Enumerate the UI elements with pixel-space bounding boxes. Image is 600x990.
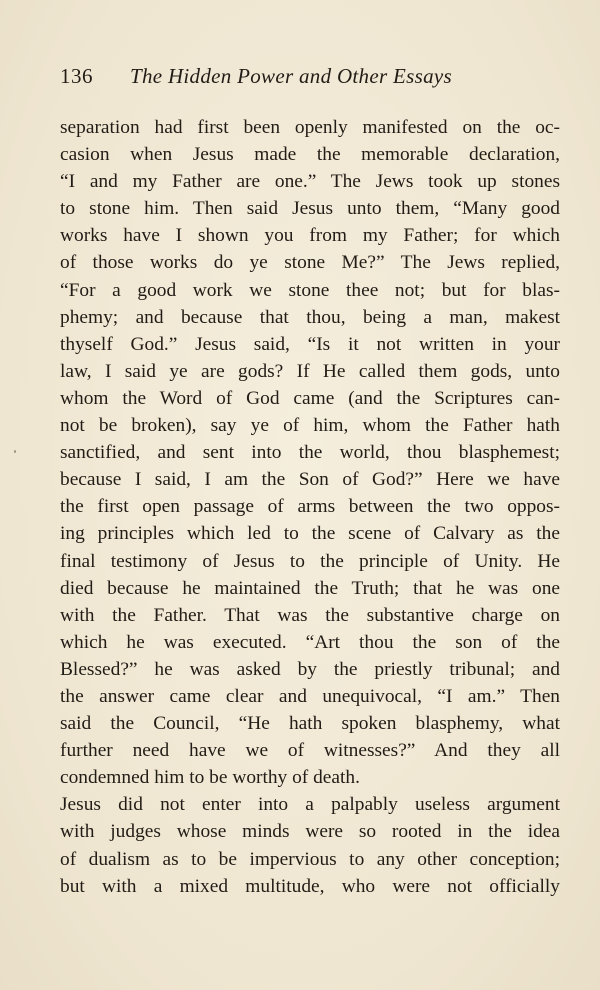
- text-line: the first open passage of arms between the two oppos-: [60, 496, 560, 518]
- paragraph-start-line: Jesus did not enter into a palpably useless argument: [60, 794, 560, 816]
- text-line: “I and my Father are one.” The Jews took up stones: [60, 171, 560, 193]
- text-line: of those works do ye stone Me?” The Jews replied,: [60, 252, 560, 274]
- text-line: “For a good work we stone thee not; but for blas-: [60, 279, 560, 301]
- text-line: thyself God.” Jesus said, “Is it not written in your: [60, 333, 560, 355]
- text-line: said the Council, “He hath spoken blasphemy, what: [60, 713, 560, 735]
- body-text: [60, 114, 560, 900]
- running-header: [60, 64, 540, 94]
- text-line: Blessed?” he was asked by the priestly tribunal; and: [60, 658, 560, 680]
- text-line: died because he maintained the Truth; that he was one: [60, 577, 560, 599]
- text-line: to stone him. Then said Jesus unto them, “Many good: [60, 198, 560, 220]
- text-line: which he was executed. “Art thou the son of the: [60, 631, 560, 653]
- text-line: works have I shown you from my Father; for which: [60, 225, 560, 247]
- text-line: phemy; and because that thou, being a man, makest: [60, 306, 560, 328]
- text-line: final testimony of Jesus to the principle of Unity. He: [60, 550, 560, 572]
- text-line: further need have we of witnesses?” And they all: [60, 740, 560, 762]
- text-line: sanctified, and sent into the world, thou blasphemest;: [60, 442, 560, 464]
- text-line: because I said, I am the Son of God?” Here we have: [60, 469, 560, 491]
- text-line: law, I said ye are gods? If He called them gods, unto: [60, 360, 560, 382]
- page-number: 136: [60, 64, 93, 88]
- running-title: The Hidden Power and Other Essays: [130, 64, 452, 88]
- text-line: with the Father. That was the substantive charge on: [60, 604, 560, 626]
- text-line: the answer came clear and unequivocal, “I am.” Then: [60, 685, 560, 707]
- text-line: but with a mixed multitude, who were not officially: [60, 875, 560, 897]
- text-line: of dualism as to be impervious to any other conception;: [60, 848, 560, 870]
- text-line: casion when Jesus made the memorable declaration,: [60, 144, 560, 166]
- text-line: whom the Word of God came (and the Scriptures can-: [60, 387, 560, 409]
- text-line: with judges whose minds were so rooted in the idea: [60, 821, 560, 843]
- paper-speck: [14, 450, 16, 453]
- text-line: separation had first been openly manifested on the oc-: [60, 117, 560, 138]
- paragraph-end-line: condemned him to be worthy of death.: [60, 767, 360, 789]
- text-line: not be broken), say ye of him, whom the Father hath: [60, 415, 560, 437]
- text-line: ing principles which led to the scene of Calvary as the: [60, 523, 560, 545]
